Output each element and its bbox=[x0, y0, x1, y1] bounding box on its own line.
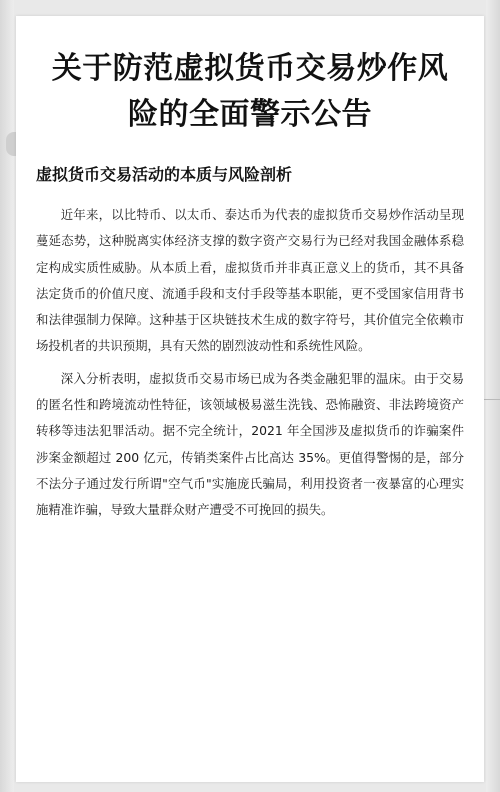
paragraph-2: 深入分析表明，虚拟货币交易市场已成为各类金融犯罪的温床。由于交易的匿名性和跨境流动性特征，该领域极易滋生洗钱、恐怖融资、非法跨境资产转移等违法犯罪活动。据不完全统计，2021 年全国涉及虚拟货币的诈骗案件涉案金额超过 200 亿元，传销类案件占比高达 35%。更值得警惕的是，部分不法分子通过发行所谓"空气币"实施庞氏骗局，利用投资者一夜暴富的心理实施精准诈骗，导致大量群众财产遭受不可挽回的损失。 bbox=[36, 370, 464, 518]
section-heading: 虚拟货币交易活动的本质与风险剖析 bbox=[36, 165, 293, 184]
paragraph-1: 近年来，以比特币、以太币、泰达币为代表的虚拟货币交易炒作活动呈现蔓延态势，这种脱离实体经济支撑的数字资产交易行为已经对我国金融体系稳定构成实质性威胁。从本质上看，虚拟货币并非真正意义上的货币，其不具备法定货币的价值尺度、流通手段和支付手段等基本职能，更不受国家信用背书和法律强制力保障。这种基于区块链技术生成的数字符号，其价值完全依赖市场投机者的共识预期，具有天然的剧烈波动性和系统性风险。 bbox=[36, 207, 464, 354]
background-right-edge bbox=[486, 0, 500, 792]
document-title: 关于防范虚拟货币交易炒作风险的全面警示公告 bbox=[51, 51, 449, 132]
document-page bbox=[16, 16, 484, 782]
page-edge-line bbox=[484, 399, 500, 400]
background-left-edge bbox=[0, 0, 14, 792]
document-body bbox=[36, 202, 464, 530]
